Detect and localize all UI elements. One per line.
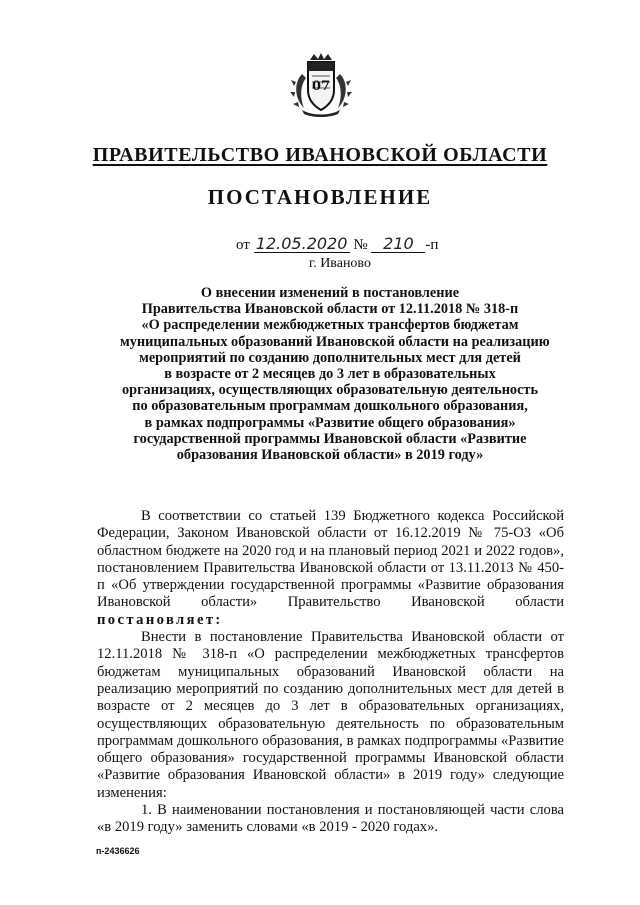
from-label: от	[236, 237, 250, 253]
paragraph-item-1: 1. В наименовании постановления и постановляющей части слова «в 2019 году» заменить словами «в 2019 - 2020 годах».	[97, 802, 564, 836]
city: г. Иваново	[309, 256, 371, 271]
decree-body	[97, 508, 564, 837]
heading-line: муниципальных образований Ивановской области на реализацию	[120, 333, 550, 350]
resolves-keyword: постановляет:	[97, 611, 223, 628]
heading-line: в возрасте от 2 месяцев до 3 лет в образовательных	[164, 366, 496, 383]
heading-line: государственной программы Ивановской области «Развитие	[133, 430, 527, 447]
heading-line: организациях, осуществляющих образовательную деятельность	[121, 382, 539, 399]
emblem-number: 07	[311, 79, 331, 94]
decree-number: 210	[371, 236, 425, 253]
heading-line: О внесении изменений в постановление	[200, 285, 460, 301]
paragraph-main: Внести в постановление Правительства Ивановской области от 12.11.2018 № 318-п «О распределении межбюджетных трансфертов бюджетам муниципальных образований Ивановской области на реализацию мероприятий по созданию дополнительных мест для детей в возрасте от 2 месяцев до 3 лет в образовательных организациях, осуществляющих образовательную деятельность по образовательным программам дошкольного образования, в рамках подпрограммы «Развитие общего образования» государственной программы Ивановской области «Развитие образования Ивановской области» в 2019 году» следующие изменения:	[97, 629, 564, 801]
heading-line: образования Ивановской области» в 2019 году»	[176, 447, 484, 464]
document-code: п-2436626	[96, 846, 140, 856]
decree-heading	[120, 285, 550, 464]
document-type: ПОСТАНОВЛЕНИЕ	[207, 185, 433, 209]
decree-number-line	[236, 236, 438, 254]
number-suffix: -п	[425, 237, 439, 253]
heading-line: мероприятий по созданию дополнительных мест для детей	[139, 349, 521, 366]
heading-line: по образовательным программам дошкольного образования,	[132, 398, 528, 415]
heading-line: в рамках подпрограммы «Развитие общего образования»	[144, 414, 516, 431]
decree-date: 12.05.2020	[254, 236, 350, 253]
heading-line: Правительства Ивановской области от 12.11.2018 № 318-п	[141, 301, 519, 318]
coat-of-arms-icon	[288, 52, 354, 118]
number-label: №	[353, 237, 368, 253]
paragraph-preamble: В соответствии со статьей 139 Бюджетного кодекса Российской Федерации, Законом Ивановской области от 16.12.2019 № 75-ОЗ «Об областном бюджете на 2020 год и на плановый период 2021 и 2022 годов», постановлением Правительства Ивановской области от 13.11.2013 № 450-п «Об утверждении государственной программы «Развитие образования Ивановской области» Правительство Ивановской области постановляет:	[97, 508, 564, 628]
government-title: ПРАВИТЕЛЬСТВО ИВАНОВСКОЙ ОБЛАСТИ	[92, 144, 548, 166]
heading-line: «О распределении межбюджетных трансфертов бюджетам	[141, 317, 519, 334]
